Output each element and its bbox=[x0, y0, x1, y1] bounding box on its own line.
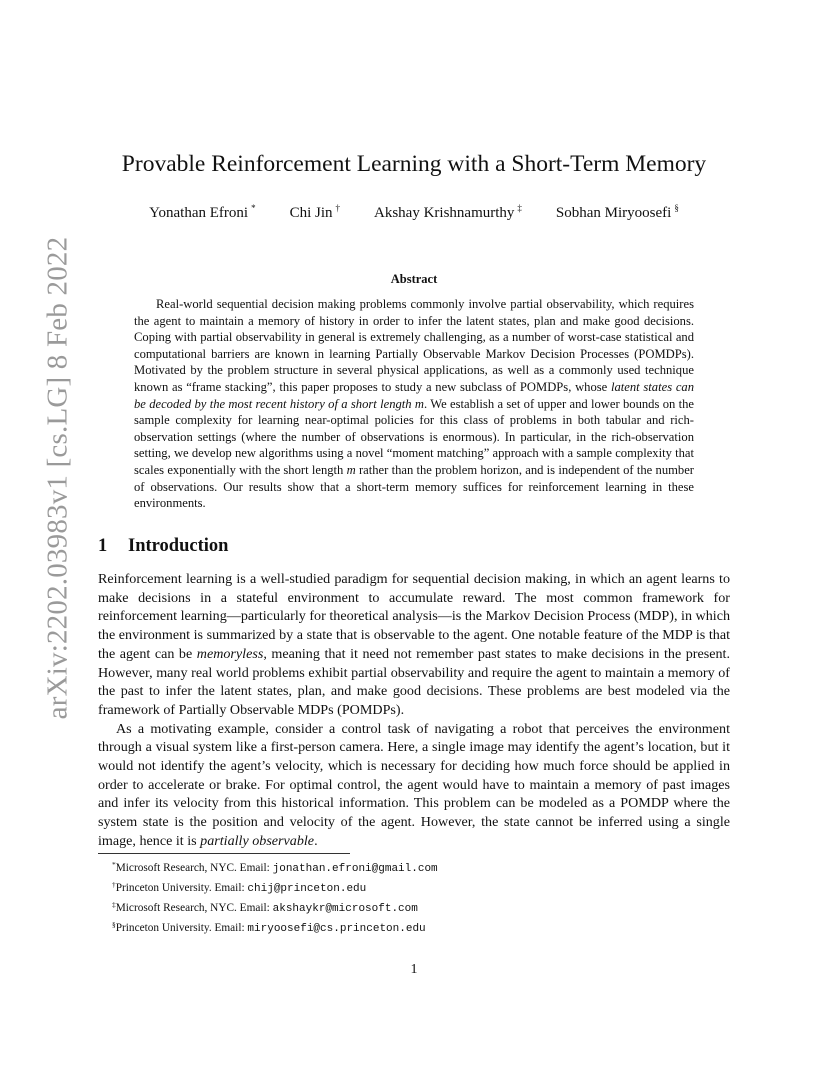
author-footnote-mark: § bbox=[674, 203, 679, 213]
author: Sobhan Miryoosefi § bbox=[555, 203, 679, 221]
footnote-divider bbox=[98, 853, 350, 854]
paper-title: Provable Reinforcement Learning with a Short-Term Memory bbox=[121, 151, 707, 177]
abstract-body: Real-world sequential decision making problems commonly involve partial observability, which requires the agent to maintain a memory of history in order to infer the latent states, plan and make good decisions. Coping with partial observability in general is extremely challenging, as a number of worst-case statistical and computational barriers are known in learning Partially Observable Markov Decision Processes (POMDPs). Motivated by the problem structure in several physical applications, as well as a commonly used technique known as “frame stacking”, this paper proposes to study a new subclass of POMDPs, whose latent states can be decoded by the most recent history of a short length m. We establish a set of upper and lower bounds on the sample complexity for learning near-optimal policies for this class of problems in both tabular and rich-observation settings (where the number of observations is enormous). In particular, in the rich-observation setting, we develop new algorithms using a novel “moment matching” approach with a sample complexity that scales exponentially with the short length m rather than the problem horizon, and is independent of the number of observations. Our results show that a short-term memory suffices for reinforcement learning in these environments. bbox=[134, 297, 694, 511]
section-title: Introduction bbox=[128, 536, 229, 556]
author: Chi Jin † bbox=[289, 203, 340, 221]
author-list bbox=[98, 198, 730, 223]
author-footnote-mark: ‡ bbox=[517, 203, 522, 213]
arxiv-stamp: arXiv:2202.03983v1 [cs.LG] 8 Feb 2022 bbox=[41, 236, 74, 720]
footnote: †Princeton University. Email: chij@princeton.edu bbox=[112, 880, 367, 895]
section-number: 1 bbox=[98, 536, 108, 556]
abstract-heading: Abstract bbox=[390, 272, 438, 286]
introduction-body bbox=[98, 570, 730, 851]
page-number: 1 bbox=[410, 962, 418, 977]
footnote: ‡Microsoft Research, NYC. Email: akshaykr@microsoft.com bbox=[112, 900, 418, 915]
paragraph: As a motivating example, consider a control task of navigating a robot that perceives the environment through a visual system like a first-person camera. Here, a single image may identify the agent’s location, but it would not identify the agent’s velocity, which is necessary for deciding how much force should be applied in order to accelerate or brake. For optimal control, the agent would have to maintain a memory of past images and infer its velocity from this historical information. This problem can be modeled as a POMDP where the system state is the position and velocity of the agent. However, the state cannot be inferred using a single image, hence it is partially observable. bbox=[98, 720, 730, 849]
footnote: §Princeton University. Email: miryoosefi@cs.princeton.edu bbox=[112, 920, 426, 935]
author: Akshay Krishnamurthy ‡ bbox=[374, 203, 522, 221]
email-link[interactable]: jonathan.efroni@gmail.com bbox=[272, 863, 438, 875]
author: Yonathan Efroni * bbox=[149, 203, 256, 221]
email-link[interactable]: chij@princeton.edu bbox=[247, 883, 367, 895]
email-link[interactable]: miryoosefi@cs.princeton.edu bbox=[247, 923, 426, 935]
footnote: *Microsoft Research, NYC. Email: jonathan.efroni@gmail.com bbox=[112, 860, 438, 875]
math-symbol: m bbox=[346, 462, 356, 477]
section-heading bbox=[98, 534, 228, 558]
paragraph: Reinforcement learning is a well-studied paradigm for sequential decision making, in which an agent learns to make decisions in a stateful environment to accumulate reward. The most common framework for reinforcement learning—particularly for theoretical analysis—is the Markov Decision Process (MDP), in which the environment is summarized by a state that is observable to the agent. One notable feature of the MDP is that the agent can be memoryless, meaning that it need not remember past states to make decisions in the present. However, many real world problems exhibit partial observability and require the agent to maintain a memory of the past to infer the latent states, plan, and make good decisions. These problems are best modeled via the framework of Partially Observable MDPs (POMDPs). bbox=[98, 571, 730, 718]
author-footnote-mark: † bbox=[335, 203, 340, 213]
author-footnote-mark: * bbox=[251, 203, 256, 213]
email-link[interactable]: akshaykr@microsoft.com bbox=[272, 903, 418, 915]
footnotes bbox=[112, 857, 712, 937]
abstract-emphasis: latent states can be decoded by the most recent history of a short length m bbox=[134, 379, 694, 411]
